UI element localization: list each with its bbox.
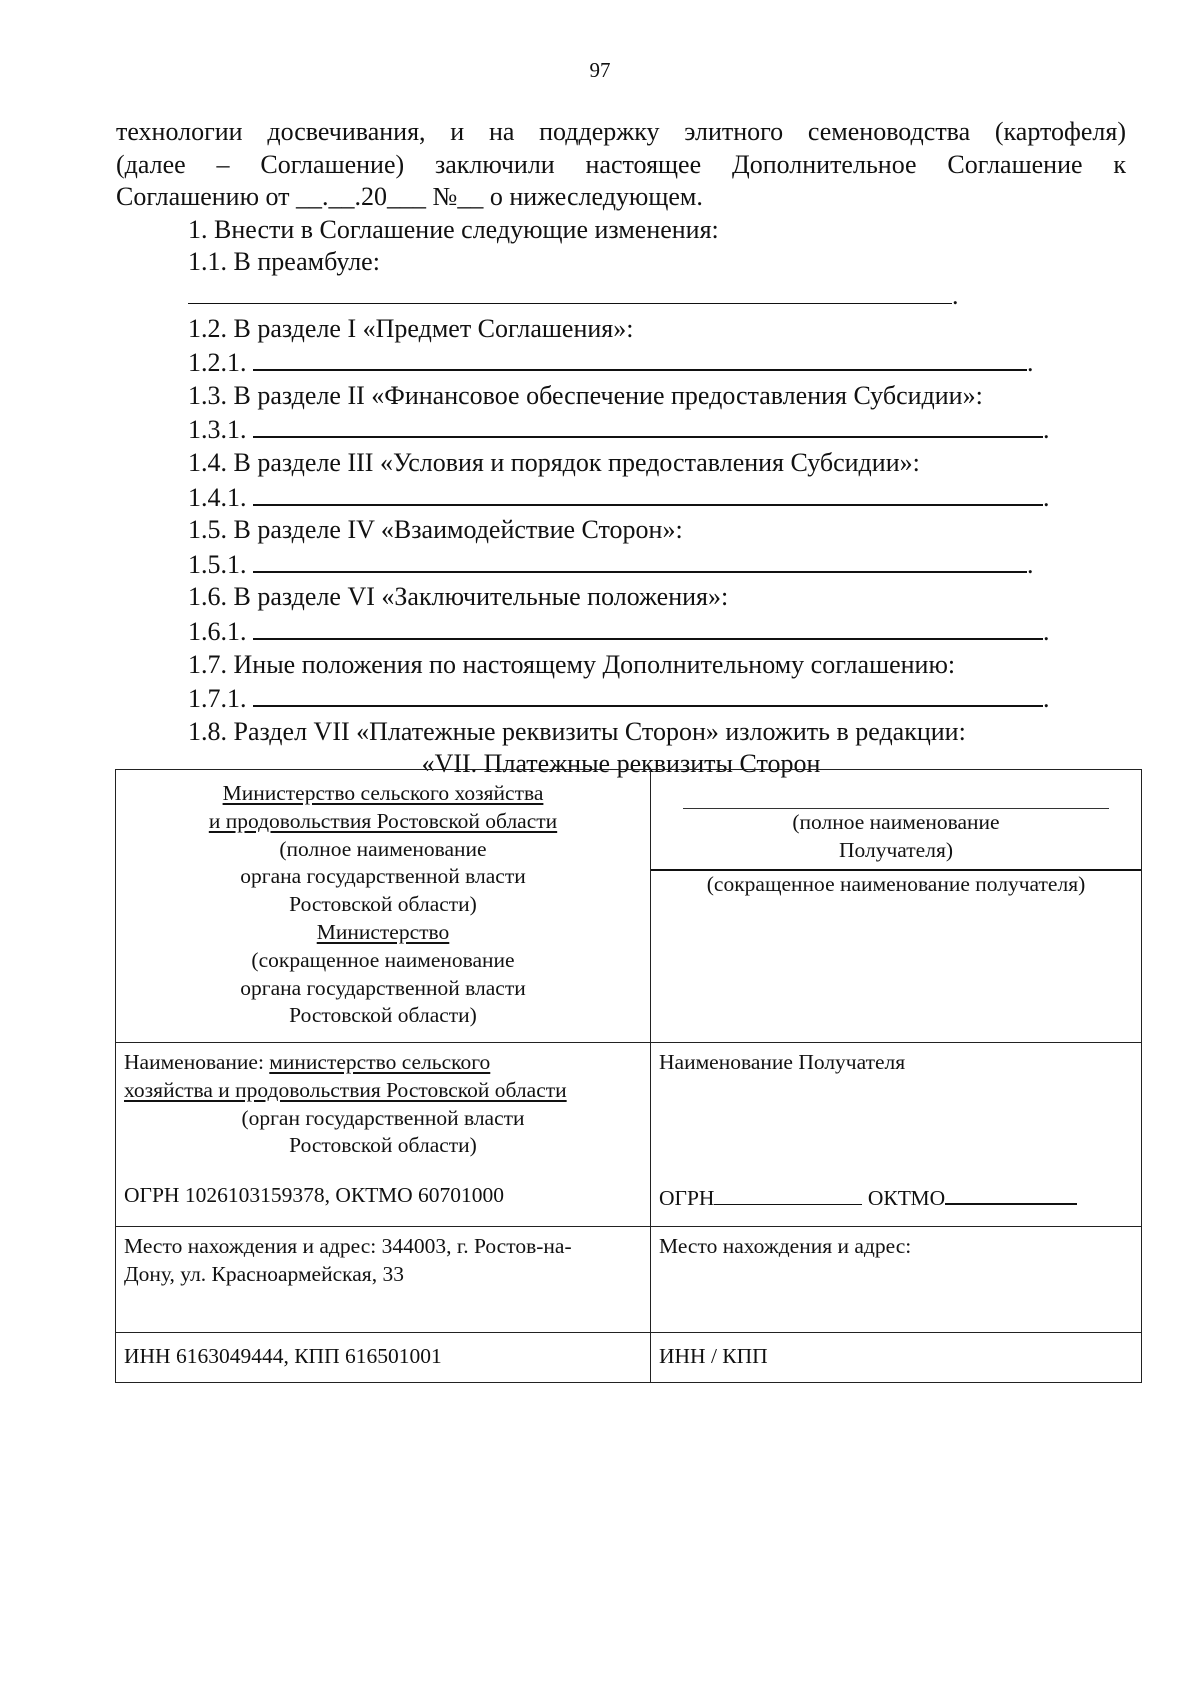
ogrn-label: ОГРН: [659, 1185, 715, 1210]
caption: органа государственной власти: [240, 864, 526, 889]
recipient-inn-cell: [651, 1333, 1142, 1383]
table-row: [116, 1333, 1142, 1383]
document-body: [116, 116, 1126, 781]
intro-line-3: Соглашению от __.__.20___ №__ о нижеследующем.: [116, 182, 703, 212]
name-value: хозяйства и продовольствия Ростовской области: [124, 1077, 567, 1102]
table-row: [116, 770, 1142, 1043]
inn-kpp-label: ИНН / КПП: [659, 1344, 768, 1368]
address-line: Место нахождения и адрес: 344003, г. Ростов-на-: [124, 1234, 572, 1258]
recipient-name-cell: [651, 1043, 1142, 1227]
clause-1-5-1: 1.5.1. .: [116, 547, 1126, 582]
blank-line: [253, 480, 1043, 506]
clause-1: 1. Внести в Соглашение следующие изменения:: [188, 214, 719, 244]
caption: (полное наименование: [792, 810, 1000, 834]
name-value: министерство сельского: [269, 1050, 491, 1074]
recipient-name-label: Наименование Получателя: [659, 1050, 906, 1074]
blank-line: [253, 345, 1027, 371]
ministry-short-name: Министерство: [316, 919, 450, 944]
recipient-address-label: Место нахождения и адрес:: [659, 1234, 912, 1258]
ministry-name-line: и продовольствия Ростовской области: [208, 808, 558, 833]
clause-1-1: 1.1. В преамбуле:: [188, 247, 380, 277]
caption: Ростовской области): [289, 1003, 477, 1028]
recipient-full-name-blank: [683, 780, 1109, 809]
recipient-address-cell: [651, 1227, 1142, 1333]
recipient-header-cell: [651, 770, 1142, 1043]
ministry-name-cell: [116, 1043, 651, 1227]
ogrn-oktmo: ОГРН 1026103159378, ОКТМО 60701000: [124, 1183, 505, 1208]
inn-kpp-value: ИНН 6163049444, КПП 616501001: [124, 1344, 442, 1368]
clause-1-2-1: 1.2.1. .: [116, 345, 1126, 380]
clause-1-5: 1.5. В разделе IV «Взаимодействие Сторон»:: [188, 515, 683, 545]
oktmo-label: ОКТМО: [867, 1185, 946, 1210]
clause-1-1-blank: .: [116, 279, 1126, 313]
ministry-name-line: Министерство сельского хозяйства: [222, 781, 544, 805]
blank-line: [253, 614, 1043, 640]
caption: (полное наименование: [279, 836, 487, 861]
ministry-header-cell: [116, 770, 651, 1043]
section-heading: «VII. Платежные реквизиты Сторон: [421, 749, 821, 779]
clause-1-3: 1.3. В разделе II «Финансовое обеспечение предоставления Субсидии»:: [188, 380, 983, 410]
caption: (сокращенное наименование: [251, 947, 515, 972]
clause-1-8: 1.8. Раздел VII «Платежные реквизиты Сторон» изложить в редакции:: [188, 716, 966, 746]
name-label: Наименование:: [124, 1050, 264, 1074]
blank-line: [253, 547, 1027, 573]
table-row: [116, 1227, 1142, 1333]
clause-1-7: 1.7. Иные положения по настоящему Дополнительному соглашению:: [188, 649, 956, 679]
clause-1-4-1: 1.4.1. .: [116, 480, 1126, 515]
table-row: [116, 1043, 1142, 1227]
intro-line-2: (далее – Соглашение) заключили настоящее Дополнительное Соглашение к: [116, 149, 1126, 179]
clause-1-6-1: 1.6.1. .: [116, 614, 1126, 649]
blank-line: [253, 412, 1043, 438]
caption: органа государственной власти: [240, 975, 526, 1000]
caption: Ростовской области): [289, 1133, 477, 1158]
ministry-inn-cell: [116, 1333, 651, 1383]
clause-1-2: 1.2. В разделе I «Предмет Соглашения»:: [188, 313, 634, 343]
address-line: Дону, ул. Красноармейская, 33: [124, 1261, 404, 1286]
caption: (орган государственной власти: [241, 1105, 525, 1130]
payment-details-table: [115, 769, 1142, 1383]
clause-1-3-1: 1.3.1. .: [116, 412, 1126, 447]
oktmo-blank: [945, 1183, 1077, 1205]
clause-1-7-1: 1.7.1. .: [116, 681, 1126, 716]
caption: Ростовской области): [289, 892, 477, 917]
blank-line: [253, 681, 1043, 707]
caption: Получателя): [839, 837, 953, 862]
ogrn-blank: [714, 1184, 862, 1205]
page-number: 97: [589, 58, 611, 82]
blank-line: [188, 279, 952, 304]
caption: (сокращенное наименование получателя): [706, 871, 1086, 896]
clause-1-4: 1.4. В разделе III «Условия и порядок предоставления Субсидии»:: [188, 447, 920, 477]
clause-1-6: 1.6. В разделе VI «Заключительные положения»:: [188, 582, 729, 612]
ministry-address-cell: [116, 1227, 651, 1333]
intro-line-1: технологии досвечивания, и на поддержку элитного семеноводства (картофеля): [116, 117, 1126, 146]
